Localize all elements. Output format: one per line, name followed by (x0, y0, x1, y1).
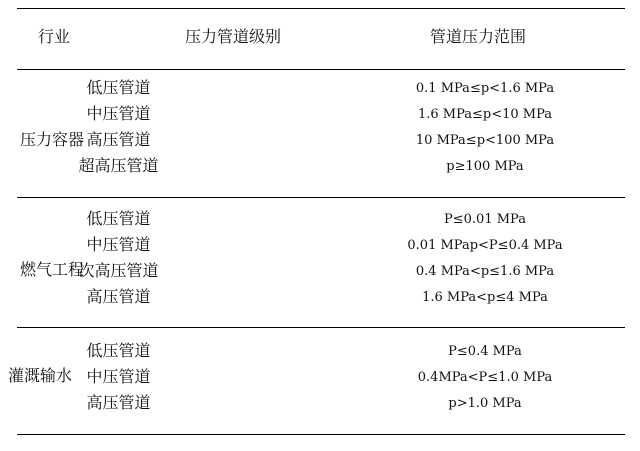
level-cell: 高压管道 (86, 393, 151, 412)
header-industry: 行业 (38, 27, 71, 46)
level-cell: 高压管道 (86, 287, 151, 306)
group-rule (17, 327, 625, 328)
table-bottom-rule (17, 434, 625, 435)
range-cell: 0.4 MPa<p≤1.6 MPa (415, 264, 555, 279)
level-cell: 中压管道 (86, 104, 151, 123)
level-cell: 中压管道 (86, 367, 151, 386)
range-cell: 10 MPa≤p<100 MPa (415, 133, 555, 148)
range-cell: p>1.0 MPa (448, 396, 522, 411)
group-rule (17, 197, 625, 198)
level-cell: 中压管道 (86, 235, 151, 254)
range-cell: 0.01 MPap<P≤0.4 MPa (407, 238, 563, 253)
level-cell: 低压管道 (86, 78, 151, 97)
industry-cell: 压力容器 (20, 130, 85, 149)
level-cell: 超高压管道 (78, 156, 159, 175)
range-cell: 0.1 MPa≤p<1.6 MPa (415, 81, 555, 96)
level-cell: 低压管道 (86, 209, 151, 228)
level-cell: 低压管道 (86, 341, 151, 360)
range-cell: p≥100 MPa (446, 159, 524, 174)
level-cell: 高压管道 (86, 130, 151, 149)
header-range: 管道压力范围 (430, 27, 527, 46)
range-cell: 1.6 MPa<p≤4 MPa (422, 290, 548, 305)
range-cell: 0.4MPa<P≤1.0 MPa (417, 370, 553, 385)
range-cell: 1.6 MPa≤p<10 MPa (417, 107, 553, 122)
header-rule (17, 69, 625, 70)
industry-cell: 燃气工程 (20, 260, 85, 279)
level-cell: 次高压管道 (78, 261, 159, 280)
range-cell: P≤0.4 MPa (448, 344, 522, 359)
range-cell: P≤0.01 MPa (444, 212, 526, 227)
table-top-rule (17, 8, 625, 9)
industry-cell: 灌溉输水 (8, 366, 73, 385)
header-level: 压力管道级别 (185, 27, 282, 46)
